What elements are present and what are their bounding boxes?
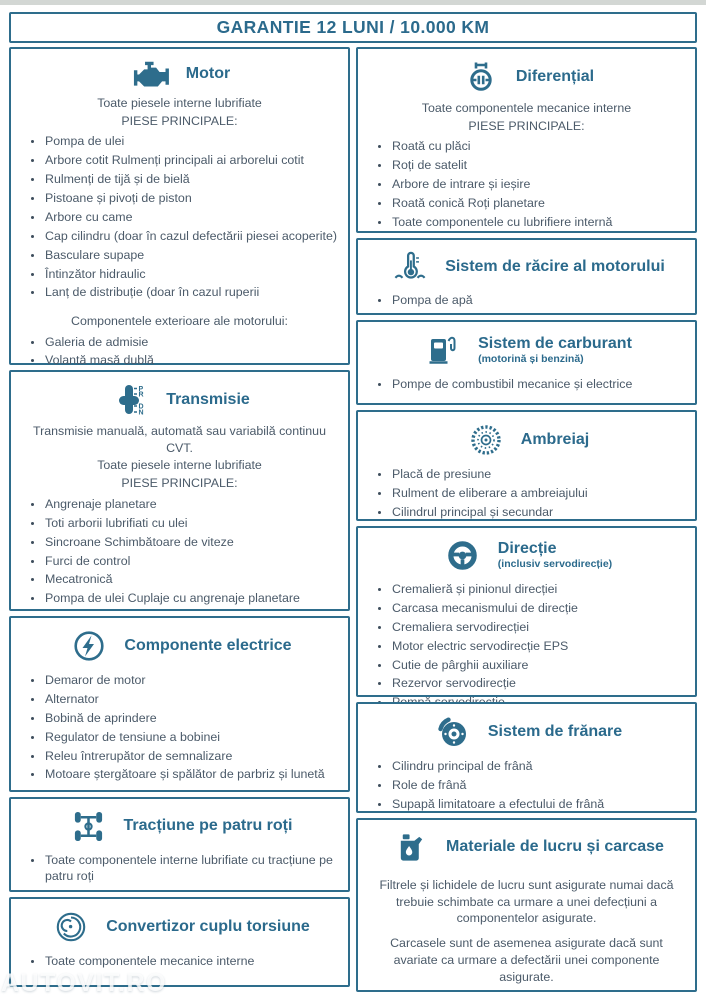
lightning-icon bbox=[67, 629, 111, 663]
list-item: • Roată cu plăci bbox=[391, 138, 688, 154]
section-header-text bbox=[498, 540, 612, 571]
section-title: Convertizor cuplu torsiune bbox=[106, 917, 310, 935]
section-title: Motor bbox=[185, 65, 231, 83]
differential-icon bbox=[459, 60, 503, 94]
section-title: Sistem de răcire al motorului bbox=[445, 257, 665, 275]
intro-line: PIESE PRINCIPALE: bbox=[121, 113, 238, 128]
list-item: • Rulment de eliberare a ambreiajului bbox=[391, 485, 688, 501]
intro-line: Toate piesele interne lubrifiate bbox=[97, 458, 262, 473]
list-item: • Pompa de ulei Cuplaje cu angrenaje planetare bbox=[44, 590, 341, 606]
intro-line: PIESE PRINCIPALE: bbox=[468, 118, 585, 133]
list-item: • Arbore cu came bbox=[44, 209, 341, 225]
list-item: • Pompa de ulei bbox=[44, 133, 341, 149]
list-item: • Întinzător hidraulic bbox=[44, 266, 341, 282]
autovit-watermark: AUTOVIT.RO bbox=[1, 969, 167, 997]
gearshift-icon bbox=[109, 383, 153, 417]
list-item: • Cremalieră și pinionul direcției bbox=[391, 581, 688, 597]
list-item: • Toate componentele mecanice interne bbox=[44, 953, 341, 969]
section-header bbox=[365, 706, 688, 754]
oil-canister-icon bbox=[389, 831, 433, 864]
svg-text:P: P bbox=[138, 386, 144, 393]
bullet-list bbox=[18, 672, 341, 783]
bullet-list bbox=[365, 581, 688, 711]
mid-heading: Componentele exterioare ale motorului: bbox=[71, 313, 288, 328]
section-header bbox=[365, 51, 688, 99]
list-item: • Releu întrerupător de semnalizare bbox=[44, 748, 341, 764]
list-item: • Angrenaje planetare bbox=[44, 496, 341, 512]
thermometer-icon bbox=[388, 251, 432, 283]
steering-wheel-icon bbox=[441, 539, 485, 572]
section-header bbox=[18, 801, 341, 848]
list-item: • Sincroane Schimbătoare de viteze bbox=[44, 534, 341, 550]
coverage-paragraph: Carcasele sunt de asemenea asigurate dacă sunt avariate ca urmare a defectării unei componente asigurate. bbox=[390, 936, 663, 984]
list-item: • Demaror de motor bbox=[44, 672, 341, 688]
intro-line: Transmisie manuală, automată sau variabilă continuu CVT. bbox=[33, 424, 326, 455]
section-header bbox=[18, 51, 341, 94]
bullet-list bbox=[365, 758, 688, 812]
section-tractiune bbox=[9, 797, 350, 892]
bullet-list bbox=[18, 496, 341, 607]
section-title: Sistem de carburant bbox=[478, 334, 632, 352]
section-racire bbox=[356, 238, 697, 315]
list-item: • Regulator de tensiune a bobinei bbox=[44, 729, 341, 745]
section-header bbox=[365, 324, 688, 372]
list-item: • Cilindrul principal și secundar bbox=[391, 504, 688, 520]
section-directie bbox=[356, 526, 697, 697]
section-franare bbox=[356, 702, 697, 813]
warranty-header bbox=[9, 12, 697, 43]
list-item: • Roți de satelit bbox=[391, 157, 688, 173]
bullet-list bbox=[365, 466, 688, 520]
clutch-disc-icon bbox=[464, 423, 508, 457]
list-item: • Carcasa mecanismului de direcție bbox=[391, 600, 688, 616]
section-transmisie bbox=[9, 370, 350, 611]
list-item: • Pompe de combustibil mecanice și electrice bbox=[391, 376, 688, 392]
list-item: • Mecatronică bbox=[44, 571, 341, 587]
coverage-paragraph: Filtrele și lichidele de lucru sunt asigurate numai dacă trebuie schimbate ca urmare a unei defecțiuni a componentelor asigurate. bbox=[379, 878, 674, 926]
section-subtitle: (inclusiv servodirecție) bbox=[497, 558, 613, 571]
list-item: • Toti arborii lubrifiati cu ulei bbox=[44, 515, 341, 531]
section-header bbox=[18, 901, 341, 949]
section-title: Sistem de frănare bbox=[487, 722, 623, 740]
section-componente-electrice bbox=[9, 616, 350, 792]
section-subtitle: (motorină și benzină) bbox=[478, 352, 584, 365]
list-item: • Volantă masă dublă bbox=[44, 352, 341, 368]
section-header bbox=[365, 530, 688, 577]
svg-text:N: N bbox=[138, 409, 144, 417]
columns bbox=[9, 47, 697, 992]
svg-text:D: D bbox=[138, 403, 144, 411]
list-item: • Arbore cotit Rulmenți principali ai arborelui cotit bbox=[44, 152, 341, 168]
bullet-list bbox=[365, 292, 688, 308]
section-motor bbox=[9, 47, 350, 368]
list-item: • Cutie de pârghii auxiliare bbox=[391, 657, 688, 673]
intro-line: PIESE PRINCIPALE: bbox=[121, 476, 238, 491]
list-item: • Galeria de admisie bbox=[44, 334, 341, 350]
section-title: Direcție bbox=[497, 540, 557, 557]
brake-disc-icon bbox=[431, 715, 475, 749]
list-item: • Roată conică Roți planetare bbox=[391, 195, 688, 211]
section-header bbox=[18, 374, 341, 422]
torque-converter-icon bbox=[49, 910, 93, 944]
section-title: Componente electrice bbox=[124, 636, 292, 654]
intro-line: Toate piesele interne lubrifiate bbox=[97, 96, 262, 110]
list-item: • Furci de control bbox=[44, 553, 341, 569]
section-convertizor bbox=[9, 897, 350, 987]
list-item: • Basculare supape bbox=[44, 247, 341, 263]
bullet-list bbox=[18, 133, 341, 300]
section-title: Materiale de lucru și carcase bbox=[446, 838, 664, 856]
list-item: • Cilindru principal de frână bbox=[391, 758, 688, 774]
section-ambreiaj bbox=[356, 410, 697, 521]
section-materiale bbox=[356, 818, 697, 992]
section-title: Transmisie bbox=[166, 390, 250, 408]
page-title: GARANTIE 12 LUNI / 10.000 KM bbox=[216, 17, 490, 37]
list-item: • Bobină de aprindere bbox=[44, 710, 341, 726]
right-column bbox=[356, 47, 697, 992]
section-header bbox=[18, 620, 341, 668]
list-item: • Cremaliera servodirecției bbox=[391, 619, 688, 635]
list-item: • Arbore de intrare și ieșire bbox=[391, 176, 688, 192]
section-title: Ambreiaj bbox=[520, 430, 590, 448]
list-item: • Placă de presiune bbox=[391, 466, 688, 482]
fuel-pump-icon bbox=[421, 333, 465, 367]
list-item: • Motor electric servodirecție EPS bbox=[391, 638, 688, 654]
section-header bbox=[365, 822, 688, 869]
section-title: Diferențial bbox=[515, 67, 595, 85]
list-item: • Rezervor servodirecție bbox=[391, 675, 688, 691]
svg-text:R: R bbox=[138, 391, 144, 399]
section-carburant bbox=[356, 320, 697, 405]
list-item: • Motoare ștergătoare și spălător de parbriz și lunetă bbox=[44, 766, 341, 782]
list-item: • Role de frână bbox=[391, 777, 688, 793]
bullet-list bbox=[365, 376, 688, 392]
list-item: • Lanț de distribuție (doar în cazul ruperii bbox=[44, 284, 341, 300]
left-column bbox=[9, 47, 350, 987]
list-item: • Toate componentele interne lubrifiate cu tracțiune pe patru roți bbox=[44, 852, 341, 885]
bullet-list bbox=[365, 138, 688, 230]
drivetrain-icon bbox=[67, 810, 111, 843]
list-item: • Alternator bbox=[44, 691, 341, 707]
list-item: • Pompa de apă bbox=[391, 292, 688, 308]
bullet-list bbox=[18, 953, 341, 969]
section-diferential bbox=[356, 47, 697, 233]
list-item: • Rulmenți de tijă și de bielă bbox=[44, 171, 341, 187]
engine-icon bbox=[129, 60, 173, 89]
list-item: • Toate componentele cu lubrifiere internă bbox=[391, 214, 688, 230]
section-title: Tracțiune pe patru roți bbox=[123, 817, 293, 835]
list-item: • Cap cilindru (doar în cazul defectării piesei acoperite) bbox=[44, 228, 341, 244]
bullet-list bbox=[18, 852, 341, 885]
section-header bbox=[365, 414, 688, 462]
list-item: • Pistoane și pivoți de piston bbox=[44, 190, 341, 206]
list-item: • Supapă limitatoare a efectului de frână bbox=[391, 796, 688, 812]
intro-line: Toate componentele mecanice interne bbox=[421, 101, 632, 115]
section-header-text bbox=[478, 335, 632, 366]
section-header bbox=[365, 242, 688, 288]
